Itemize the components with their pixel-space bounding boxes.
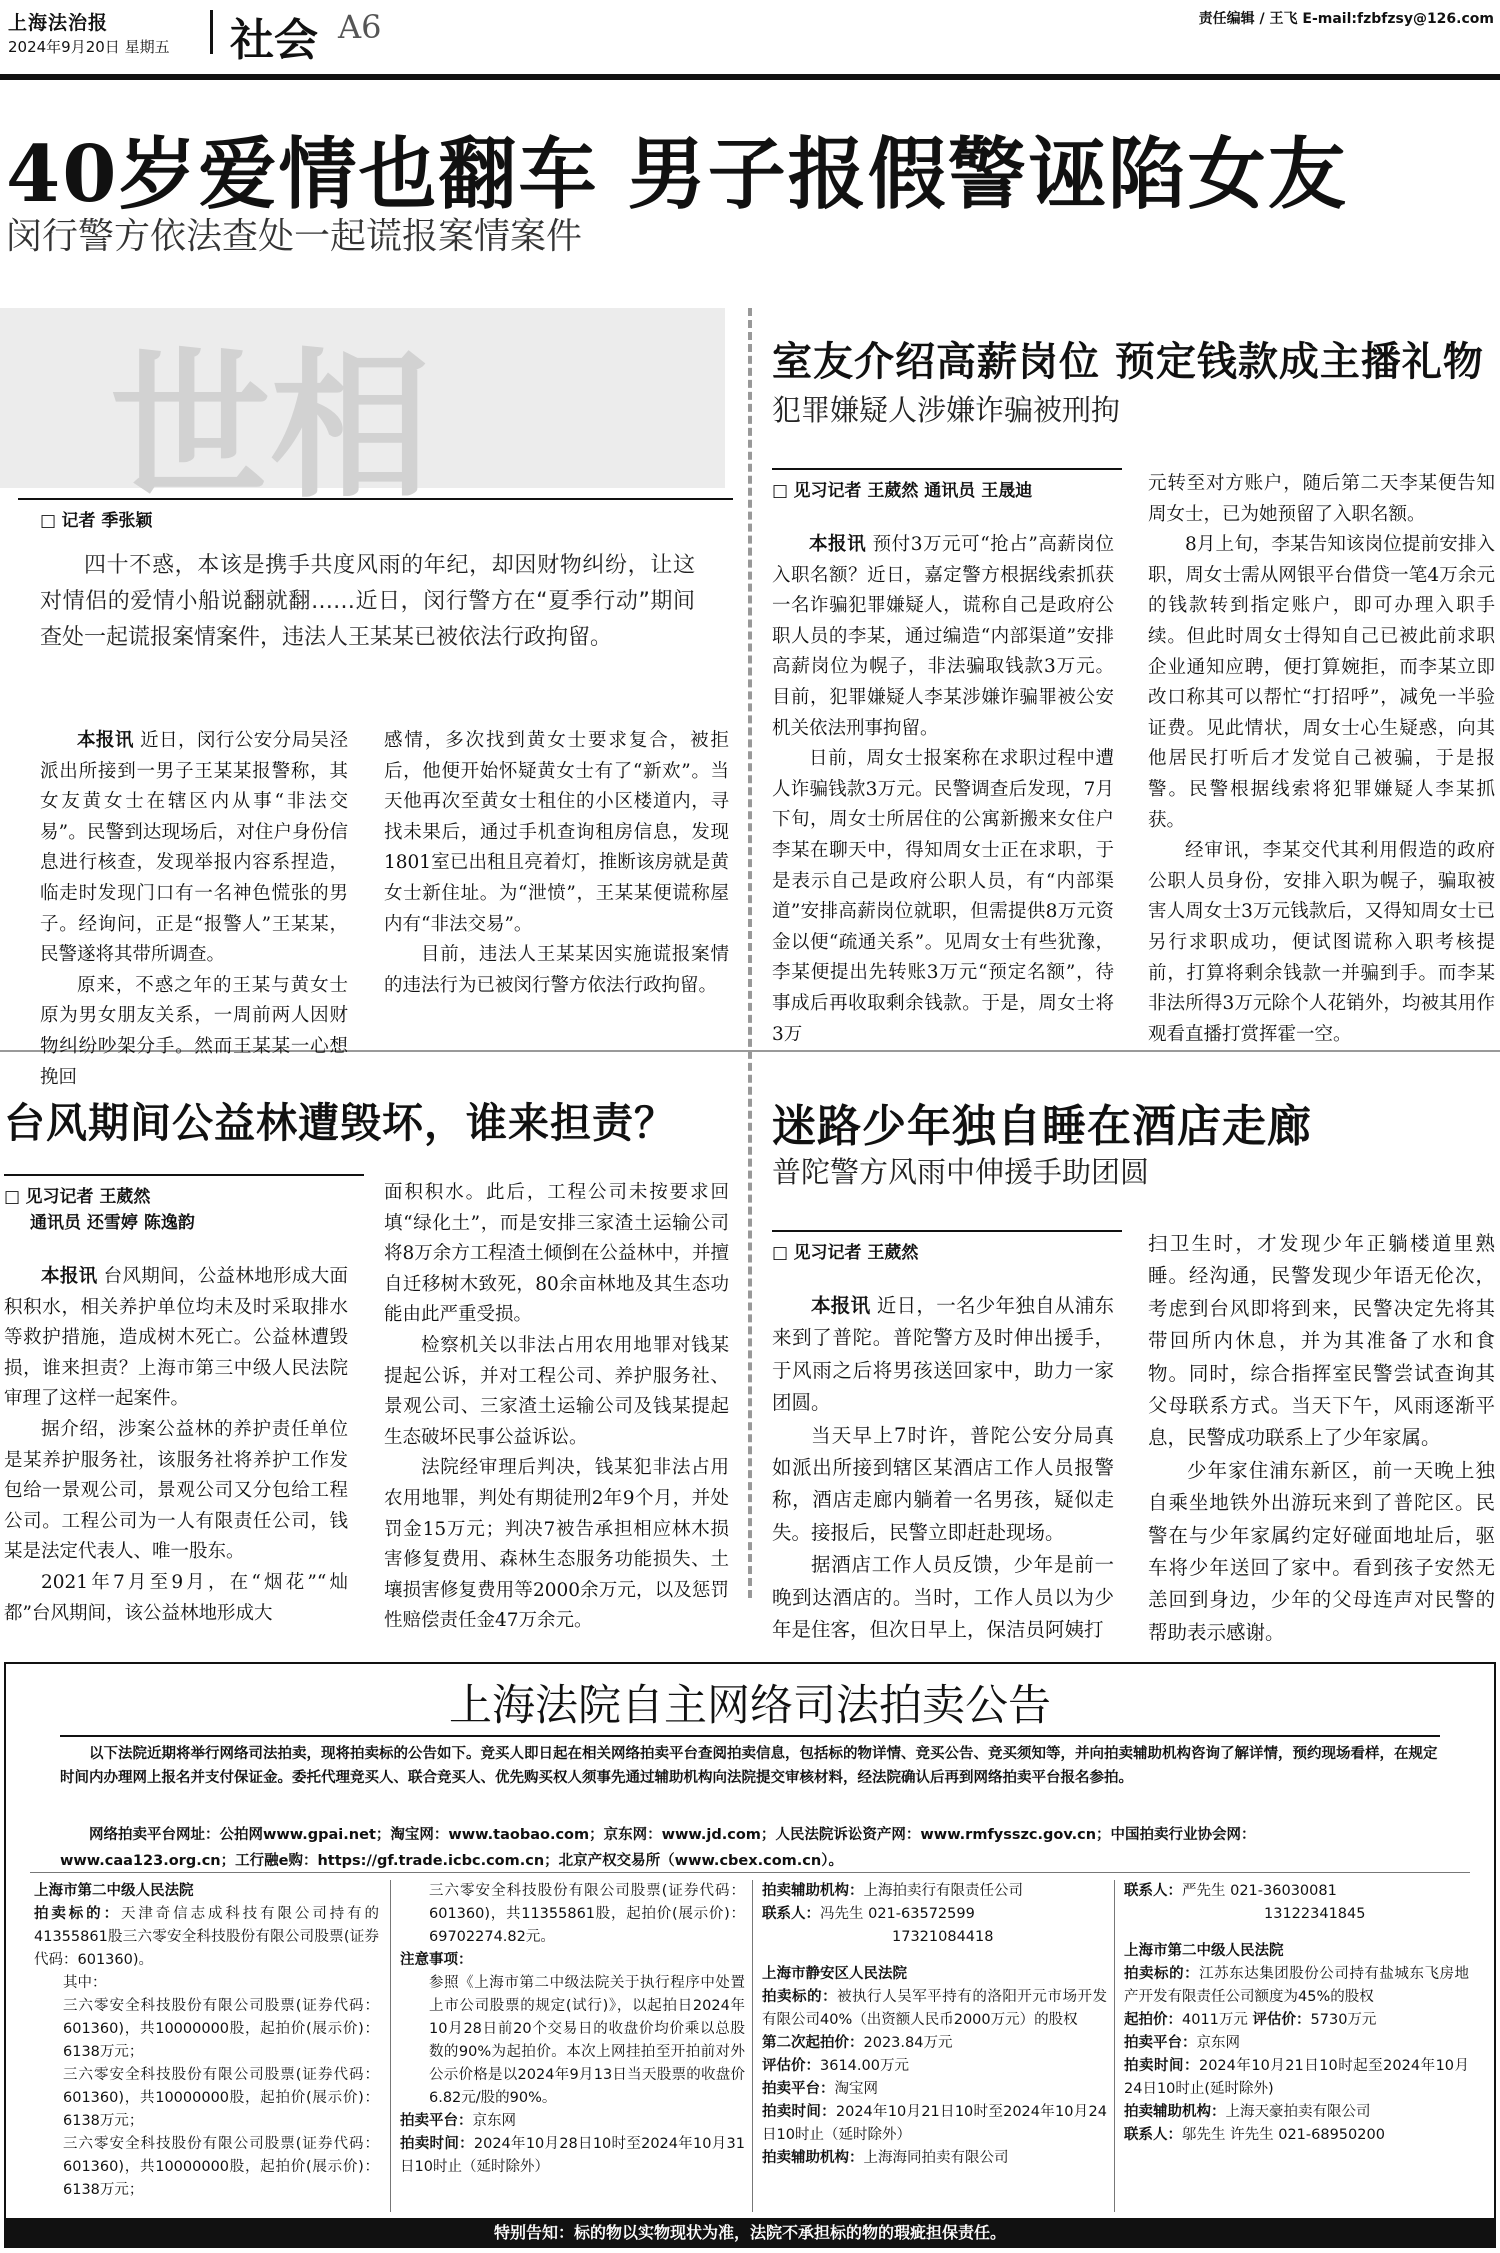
dateline: 本报讯	[809, 534, 867, 555]
main-byline: □ 记者 季张颖	[40, 506, 152, 531]
body-paragraph: 台风期间，公益林地形成大面积积水，相关养护单位均未及时采取排水等救护措施，造成树木死亡。公益林遭毁损，谁来担责？上海市第三中级人民法院审理了这样一起案件。	[4, 1266, 348, 1410]
auction-note: 参照《上海市第二中级法院关于执行程序中处置上市公司股票的规定(试行)》，以起拍日2024年10月28日前20个交易日的收盘价均价乘以总股数的90%为起拍价。本次上网挂拍至开拍前对外公示价格是以2024年9月13日当天股票的收盘价6.82元/股的90%。	[429, 1975, 745, 2106]
masthead-divider	[210, 10, 213, 54]
field-label: 拍卖时间：	[1124, 2058, 1199, 2074]
column-banner-text: 世相	[110, 332, 431, 520]
story4-col1	[772, 1290, 1114, 1642]
auction-platform: 淘宝网	[834, 2081, 878, 2097]
auction-subitem: 三六零安全科技股份有限公司股票(证券代码：601360)，共11355861股，起拍价(展示价)：6970227​4.82元。	[429, 1883, 745, 1945]
auction-time: 2024年10月21日10时至2024年10月24日10时止（延时除外）	[762, 2104, 1107, 2143]
auction-time: 2024年10月28日10时至2024年10月31日10时止（延时除外）	[400, 2136, 745, 2175]
section-name: 社会	[230, 15, 318, 66]
auction-title: 上海法院自主网络司法拍卖公告	[449, 1681, 1051, 1731]
auction-item: 江苏东达集团股份公司持有盐城东飞房地产开发有限责任公司额度为45%的股权	[1124, 1966, 1470, 2005]
story2-byline: □ 见习记者 王葳然 通讯员 王晟迪	[772, 476, 1032, 501]
auction-agency: 上海海同拍卖有限公司	[863, 2150, 1009, 2166]
auction-platform: 京东网	[472, 2113, 516, 2129]
body-paragraph: 日前，周女士报案称在求职过程中遭人诈骗钱款3万元。民警调查后发现，7月下旬，周女士所居住的公寓新搬来女住户李某在聊天中，得知周女士正在求职，于是表示自己是政府公职人员，有“内部渠道”安排高薪岗位就职，但需提供8万元资金以便“疏通关系”。见周女士有些犹豫，李某便提出先转账3万元“预定名额”，待事成后再收取剩余钱款。于是，周女士将3万	[772, 748, 1114, 1045]
field-label: 其中：	[63, 1975, 107, 1991]
auction-item: 天津奇信志成科技有限公司持有的41355861股三六零安全科技股份有限公司股票(证券代码：601360)。	[34, 1906, 380, 1968]
auction-col-divider	[1114, 1880, 1115, 2212]
story3-headline: 台风期间公益林遭毁坏，谁来担责？	[4, 1099, 676, 1147]
story3-byline-2: 通讯员 还雪婷 陈逸韵	[30, 1213, 195, 1233]
main-headline: 40岁爱情也翻车 男子报假警诬陷女友	[6, 129, 1348, 220]
auction-intro: 以下法院近期将举行网络司法拍卖，现将拍卖标的公告如下。竞买人即日起在相关网络拍卖平台查阅拍卖信息，包括标的物详情、竞买公告、竞买须知等，并向拍卖辅助机构咨询了解详情，预约现场看样，在规定时间内办理网上报名并支付保证金。委托代理竞买人、联合竞买人、优先购买权人须事先通过辅助机构向法院提交审核材料，经法院确认后再到网络拍卖平台报名参拍。	[60, 1746, 1438, 1786]
auction-subitem: 三六零安全科技股份有限公司股票(证券代码：601360)，共10000000股，起拍价(展示价)：6138万元；	[63, 2136, 379, 2198]
story3-col1	[4, 1262, 348, 1624]
body-paragraph: 扫卫生时，才发现少年正躺楼道里熟睡。经沟通，民警发现少年语无伦次，考虑到台风即将到来，民警决定先将其带回所内休息，并为其准备了水和食物。同时，综合指挥室民警尝试查询其父母联系方式。当天下午，风雨逐渐平息，民警成功联系上了少年家属。	[1148, 1232, 1495, 1450]
auction-subitem: 三六零安全科技股份有限公司股票(证券代码：601360)，共10000000股，起拍价(展示价)：6138万元；	[63, 2067, 379, 2129]
auction-section-rule	[30, 1872, 1470, 1873]
field-label: 拍卖辅助机构：	[1124, 2104, 1226, 2120]
auction-item: 被执行人吴军平持有的洛阳开元市场开发有限公司40%（出资额人民币2000万元）的股权	[762, 1989, 1108, 2028]
body-paragraph: 法院经审理后判决，钱某犯非法占用农用地罪，判处有期徒刑2年9个月，并处罚金15万元；判决7被告承担相应林木损害修复费用、森林生态服务功能损失、土壤损害修复费用等2000余万元，以及惩罚性赔偿责任金47万余元。	[384, 1457, 729, 1632]
story2-col1	[772, 530, 1114, 1045]
field-label: 拍卖标的：	[34, 1906, 121, 1922]
auction-eval: 5730万元	[1310, 2012, 1377, 2028]
body-paragraph: 据酒店工作人员反馈，少年是前一晚到达酒店的。当时，工作人员以为少年是住客，但次日早上，保洁员阿姨打	[772, 1553, 1114, 1642]
body-paragraph: 经审讯，李某交代其利用假造的政府公职人员身份，安排入职为幌子，骗取被害人周女士3万元钱款后，又得知周女士已另行求职成功，便试图谎称入职考核提前，打算将剩余钱款一并骗到手。而李某非法所得3万元除个人花销外，均被其用作观看直播打赏挥霍一空。	[1148, 840, 1495, 1045]
body-paragraph: 当天早上7时许，普陀公安分局真如派出所接到辖区某酒店工作人员报警称，酒店走廊内躺着一名男孩，疑似走失。接报后，民警立即赶赴现场。	[772, 1423, 1114, 1544]
story4-subhead: 普陀警方风雨中伸援手助团圆	[772, 1155, 1150, 1189]
field-label: 拍卖辅助机构：	[762, 1883, 864, 1899]
body-paragraph: 据介绍，涉案公益林的养护责任单位是某养护服务社，该服务社将养护工作发包给一景观公司，景观公司又分包给工程公司。工程公司为一人有限责任公司，钱某是法定代表人、唯一股东。	[4, 1418, 348, 1563]
auction-footer-notice: 特别告知：标的物以实物现状为准，法院不承担标的物的瑕疵担保责任。	[4, 2218, 1496, 2248]
body-paragraph: 8月上旬，李某告知该岗位提前安排入职，周女士需从网银平台借贷一笔4万余元的钱款转到指定账户，即可办理入职手续。但此时周女士得知自己已被此前求职企业通知应聘，便打算婉拒，而李某立即改口称其可以帮忙“打招呼”，减免一半验证费。见此情状，周女士心生疑惑，向其他居民打听后才发觉自己被骗，于是报警。民警根据线索将犯罪嫌疑人李某抓获。	[1148, 534, 1495, 831]
auction-col2	[400, 1880, 745, 2179]
story4-headline: 迷路少年独自睡在酒店走廊	[772, 1101, 1312, 1152]
field-label: 拍卖时间：	[400, 2136, 474, 2152]
main-body-col1	[40, 726, 348, 1088]
body-paragraph: 检察机关以非法占用农用地罪对钱某提起公诉，并对工程公司、养护服务社、景观公司、三家渣土运输公司及钱某提起生态破坏民事公益诉讼。	[384, 1334, 729, 1448]
auction-websites	[60, 1822, 1440, 1874]
story3-col2	[384, 1178, 729, 1632]
dateline: 本报讯	[41, 1266, 98, 1287]
auction-contact: 邬先生 许先生 021-68950200	[1182, 2127, 1385, 2143]
auction-col-divider	[390, 1880, 391, 2212]
field-label: 第二次起拍价：	[762, 2035, 864, 2051]
column-divider	[748, 308, 752, 1598]
body-paragraph: 少年家住浦东新区，前一天晚上独自乘坐地铁外出游玩来到了普陀区。民警在与少年家属约定好碰面地址后，驱车将少年送回了家中。看到孩子安然无恙回到身边，少年的父母连声对民警的帮助表示感谢。	[1148, 1458, 1495, 1644]
field-label: 拍卖平台：	[400, 2113, 473, 2129]
auction-time: 2024年10月21日10时起至2024年10月24日10时止(延时除外)	[1124, 2058, 1470, 2097]
auction-agency: 上海天豪拍卖有限公司	[1225, 2104, 1371, 2120]
auction-platform: 京东网	[1196, 2035, 1240, 2051]
column-banner	[0, 308, 725, 520]
main-lead	[40, 548, 695, 656]
byline-rule	[4, 1174, 364, 1176]
dateline: 本报讯	[811, 1294, 871, 1317]
auction-contact: 严先生 021-36030081	[1182, 1883, 1337, 1899]
field-label: 拍卖平台：	[1124, 2035, 1197, 2051]
masthead-rule	[0, 74, 1500, 80]
auction-col-divider	[752, 1880, 753, 2212]
field-label: 联系人：	[1124, 2127, 1182, 2143]
body-paragraph: 2021年7月至9月，在“烟花”“灿都”台风期间，该公益林地形成大	[4, 1571, 348, 1624]
field-label: 注意事项：	[400, 1952, 473, 1968]
body-paragraph: 预付3万元可“抢占”高薪岗位入职名额？近日，嘉定警方根据线索抓获一名诈骗犯罪嫌疑人，谎称自己是政府公职人员的李某，通过编造“内部渠道”安排高薪岗位为幌子，非法骗取钱款3万元。目前，犯罪嫌疑人李某涉嫌诈骗罪被公安机关依法刑事拘留。	[772, 534, 1114, 739]
field-label: 评估价：	[1252, 2012, 1311, 2028]
byline-rule	[772, 1230, 1122, 1232]
main-body-col2	[384, 726, 729, 1026]
field-label: 联系人：	[1124, 1883, 1182, 1899]
body-paragraph: 目前，违法人王某某因实施谎报案情的违法行为已被闵行警方依法行政拘留。	[384, 944, 729, 996]
newspaper-logo: 上海法治报	[8, 12, 109, 34]
auction-col3	[762, 1880, 1107, 2170]
auction-col1	[34, 1880, 379, 2202]
auction-col4	[1124, 1880, 1469, 2147]
field-label: 起拍价：	[1124, 2012, 1182, 2028]
body-paragraph: 感情，多次找到黄女士要求复合，被拒后，他便开始怀疑黄女士有了“新欢”。当天他再次至黄女士租住的小区楼道内，寻找未果后，通过手机查询租房信息，发现1801室已出租且亮着灯，推断该房就是黄女士新住址。为“泄愤”，王某某便谎称屋内有“非法交易”。	[384, 730, 729, 935]
auction-title-rule	[60, 1735, 1440, 1737]
dateline: 本报讯	[77, 730, 134, 751]
auction-websites-line2: www.caa123.org.cn；工行融e购：https://gf.trade.icbc.com.cn；北京产权交易所（www.cbex.com.cn）。	[60, 1853, 843, 1869]
editor-info: 责任编辑 / 王飞 E-mail:fzbfzsy@126.com	[1198, 11, 1494, 27]
court-name: 上海市第二中级人民法院	[1124, 1943, 1284, 1959]
field-label: 拍卖辅助机构：	[762, 2150, 864, 2166]
court-name: 上海市静安区人民法院	[762, 1966, 907, 1982]
auction-price: 4011万元	[1182, 2012, 1248, 2028]
auction-price: 2023.84万元	[863, 2035, 953, 2051]
body-paragraph: 近日，一名少年独自从浦东来到了普陀。普陀警方及时伸出援手，于风雨之后将男孩送回家中，助力一家团圆。	[772, 1294, 1114, 1415]
body-paragraph: 面积积水。此后，工程公司未按要求回填“绿化土”，而是安排三家渣土运输公司将8万余方工程渣土倾倒在公益林中，并擅自迁移树木致死，80余亩林地及其生态功能由此严重受损。	[384, 1182, 729, 1326]
story2-subhead: 犯罪嫌疑人涉嫌诈骗被刑拘	[772, 393, 1121, 427]
field-label: 拍卖时间：	[762, 2104, 836, 2120]
field-label: 拍卖平台：	[762, 2081, 835, 2097]
auction-agency: 上海拍卖行有限责任公司	[863, 1883, 1023, 1899]
byline-rule	[772, 468, 1122, 470]
story4-byline: □ 见习记者 王葳然	[772, 1238, 918, 1263]
field-label: 评估价：	[762, 2058, 820, 2074]
story2-headline: 室友介绍高薪岗位 预定钱款成主播礼物	[772, 338, 1484, 385]
main-subhead: 闵行警方依法查处一起谎报案情案件	[6, 216, 583, 257]
body-paragraph: 元转至对方账户，随后第二天李某便告知周女士，已为她预留了入职名额。	[1148, 473, 1495, 525]
auction-eval: 3614.00万元	[820, 2058, 909, 2074]
court-name: 上海市第二中级人民法院	[34, 1883, 194, 1899]
field-label: 联系人：	[762, 1906, 820, 1922]
story3-byline: □ 见习记者 王葳然	[4, 1182, 150, 1207]
body-paragraph: 原来，不惑之年的王某与黄女士原为男女朋友关系，一周前两人因财物纠纷吵架分手。然而王某某一心想挽回	[40, 974, 348, 1088]
auction-contact: 冯先生 021-63572599	[820, 1906, 975, 1922]
field-label: 拍卖标的：	[1124, 1966, 1200, 1982]
page-number: A6	[338, 8, 382, 46]
byline-rule	[18, 498, 733, 500]
auction-websites-line1: 网络拍卖平台网址：公拍网www.gpai.net；淘宝网：www.taobao.com；京东网：www.jd.com；人民法院诉讼资产网：www.rmfysszc.gov.cn；中国拍卖行业协会网：	[89, 1827, 1256, 1843]
lead-paragraph: 四十不惑，本该是携手共度风雨的年纪，却因财物纠纷，让这对情侣的爱情小船说翻就翻……近日，闵行警方在“夏季行动”期间查处一起谎报案情案件，违法人王某某已被依法行政拘留。	[40, 553, 695, 650]
auction-contact: 17321084418	[892, 1929, 994, 1945]
story2-col2	[1148, 469, 1495, 1045]
body-paragraph: 近日，闵行公安分局吴泾派出所接到一男子王某某报警称，其女友黄女士在辖区内从事“非法交易”。民警到达现场后，对住户身份信息进行核查，发现举报内容系捏造，临走时发现门口有一名神色慌张的男子。经询问，正是“报警人”王某某，民警遂将其带所调查。	[40, 730, 348, 966]
story4-col2	[1148, 1228, 1495, 1644]
auction-subitem: 三六零安全科技股份有限公司股票(证券代码：601360)，共10000000股，起拍价(展示价)：6138万元；	[63, 1998, 379, 2060]
masthead	[0, 0, 1500, 64]
auction-contact: 13122341845	[1264, 1906, 1366, 1922]
field-label: 拍卖标的：	[762, 1989, 838, 2005]
issue-date: 2024年9月20日 星期五	[8, 38, 170, 56]
